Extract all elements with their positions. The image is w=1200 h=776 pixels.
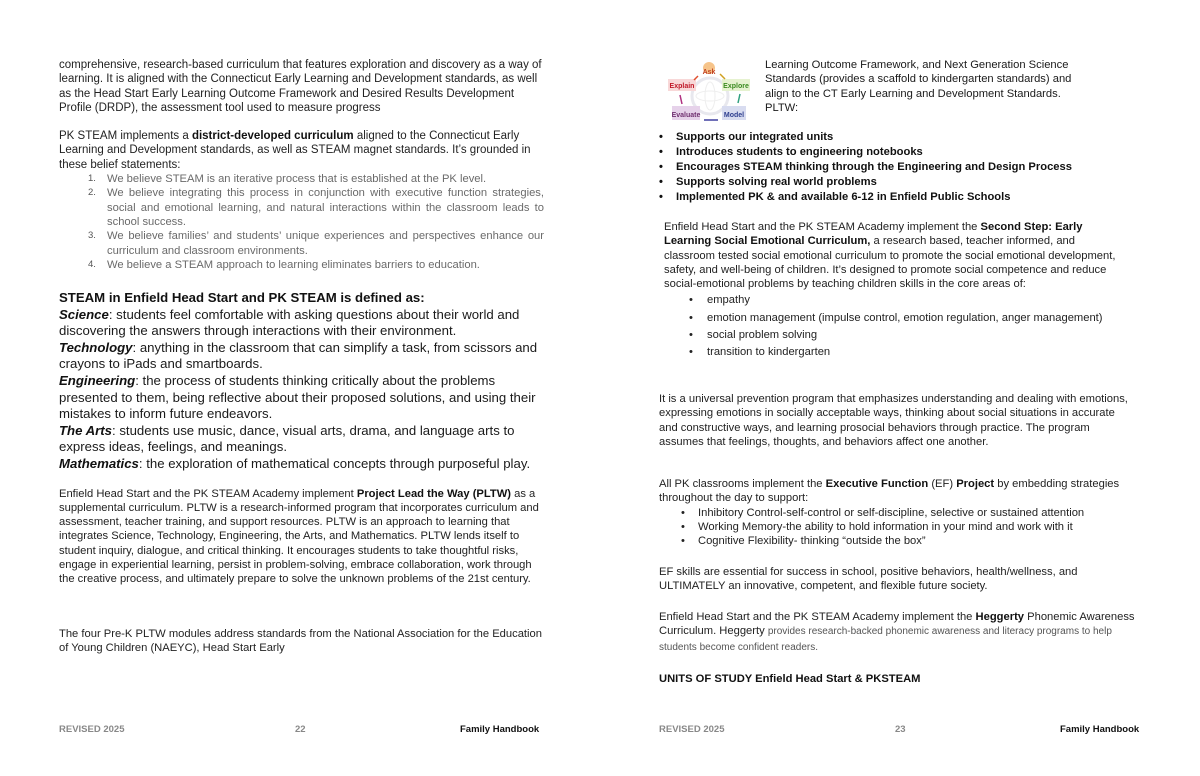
- svg-text:Explore: Explore: [723, 83, 749, 90]
- belief-item: 3. We believe families’ and students’ unique experiences and perspectives enhance our curriculum and classroom environments.: [88, 230, 544, 257]
- definition-engineering: Engineering: the process of students thinking critically about the problems presented to them, being reflective about their proposed solutions, and using their mistakes to inform future endeavors.: [59, 373, 536, 422]
- units-of-study-heading: UNITS OF STUDY Enfield Head Start & PKSTEAM: [659, 673, 921, 685]
- universal-prevention-paragraph: It is a universal prevention program that emphasizes understanding and dealing with emotions, expressing emotions in socially acceptable ways, thinking about social situations in accurate and constructive ways, and learning prosocial behaviors through practice. The program assumes that feelings, thoughts, and behaviors affect one another.: [659, 393, 1128, 448]
- list-item: • Supports our integrated units: [659, 130, 1139, 145]
- list-item: • empathy: [689, 293, 1129, 307]
- belief-item: 4. We believe a STEAM approach to learning eliminates barriers to education.: [88, 258, 480, 271]
- svg-text:Evaluate: Evaluate: [671, 112, 701, 119]
- list-item: • Introduces students to engineering notebooks: [659, 145, 1139, 160]
- engineering-design-process-diagram: [664, 62, 756, 124]
- ef-paragraph: All PK classrooms implement the Executive Function (EF) Project by embedding strategies throughout the day to support:: [659, 478, 1120, 505]
- design-cycle-icon: [664, 62, 756, 124]
- svg-text:Ask: Ask: [702, 69, 716, 76]
- definition-science: Science: students feel comfortable with asking questions about their world and discovering the answers through interactions with their environment.: [59, 306, 520, 339]
- svg-text:Model: Model: [723, 112, 745, 119]
- steam-definition-heading: STEAM in Enfield Head Start and PK STEAM is defined as:: [59, 290, 425, 306]
- pltw-paragraph: Enfield Head Start and the PK STEAM Academy implement Project Lead the Way (PLTW) as a supplemental curriculum. PLTW is a research-informed program that incorporates curriculum and assessment, teacher training, and support resources. PLTW is an approach to learning that integrates Science, Technology, Engineering, the Arts, and Mathematics. PLTW lends itself to student inquiry, dialogue, and critical thinking. It encourages students to take thoughtful risks, engage in experiential learning, persist in problem-solving, embrace collaboration, work through the creative process, and ultimately prepare to solve the unknown problems of the 21st century.: [59, 487, 539, 586]
- belief-item: 1. We believe STEAM is an iterative process that is established at the PK level.: [88, 173, 487, 186]
- definition-mathematics: Mathematics: the exploration of mathematical concepts through purposeful play.: [59, 456, 531, 471]
- pltw-benefits-list: [659, 130, 1139, 205]
- list-item: • Supports solving real world problems: [659, 175, 1139, 190]
- page-number: 23: [895, 724, 906, 735]
- page-number: 22: [295, 724, 306, 735]
- left-page-content: [59, 58, 544, 655]
- intro-paragraph: comprehensive, research-based curriculum that features exploration and discovery as a way of learning. It is aligned with the Connecticut Early Learning and Development standards, as well as the Head Start Early Learning Outcome Framework and Desired Results Development Profile (DRDP), the assessment tool used to measure progress: [59, 59, 542, 114]
- list-item: • Inhibitory Control-self-control or self-discipline, selective or sustained attention: [681, 506, 1139, 520]
- list-item: • social problem solving: [689, 328, 1129, 342]
- executive-function-section: [659, 477, 1139, 548]
- belief-item: 2. We believe integrating this process in conjunction with executive function strategies, social and emotional learning, and natural interactions within the classroom leads to school success.: [88, 187, 544, 228]
- svg-text:Explain: Explain: [669, 83, 695, 90]
- list-item: • Implemented PK & and available 6-12 in Enfield Public Schools: [659, 190, 1139, 205]
- pltw-standards-paragraph: Learning Outcome Framework, and Next Generation Science Standards (provides a scaffold to kindergarten standards) and align to the CT Early Learning and Development Standards. PLTW:: [765, 59, 1072, 114]
- list-item: • Cognitive Flexibility- thinking “outside the box”: [681, 534, 1139, 548]
- list-item: • Encourages STEAM thinking through the Engineering and Design Process: [659, 160, 1139, 175]
- second-step-section: [664, 220, 1129, 363]
- footer-revised: REVISED 2025: [659, 724, 725, 735]
- definition-technology: Technology: anything in the classroom that can simplify a task, from scissors and crayons to iPads and smartboards.: [59, 339, 538, 372]
- belief-statements-list: [88, 172, 544, 272]
- footer-title: Family Handbook: [1060, 724, 1140, 735]
- right-page: [600, 0, 1200, 776]
- heggerty-paragraph: Enfield Head Start and the PK STEAM Academy implement the Heggerty Phonemic Awareness Curriculum. Heggerty provides research-backed phonemic awareness and literacy programs to help students become confident readers.: [659, 611, 1135, 653]
- second-step-paragraph: Enfield Head Start and the PK STEAM Academy implement the Second Step: Early Learning Social Emotional Curriculum, a research based, teacher informed, and classroom tested social emotional curriculum to promote the social emotional development, safety, and well-being of children. It’s designed to promote social competence and reduce social-emotional problems by teaching children skills in the core areas of:: [664, 221, 1116, 291]
- district-curriculum-paragraph: PK STEAM implements a district-developed curriculum aligned to the Connecticut Early Learning and Development standards, as well as STEAM magnet standards. It’s grounded in these belief statements:: [59, 130, 531, 171]
- list-item: • transition to kindergarten: [689, 345, 1129, 359]
- pltw-modules-paragraph: The four Pre-K PLTW modules address standards from the National Association for the Education of Young Children (NAEYC), Head Start Early: [59, 627, 542, 654]
- definition-arts: The Arts: students use music, dance, visual arts, drama, and language arts to express ideas, feelings, and meanings.: [59, 422, 515, 455]
- ef-skills-paragraph: EF skills are essential for success in school, positive behaviors, health/wellness, and ULTIMATELY an innovative, competent, and flexible future society.: [659, 566, 1078, 593]
- footer-revised: REVISED 2025: [59, 724, 125, 735]
- ef-skills-list: [681, 506, 1139, 549]
- footer-title: Family Handbook: [460, 724, 540, 735]
- list-item: • emotion management (impulse control, emotion regulation, anger management): [689, 311, 1129, 325]
- core-areas-list: [689, 293, 1129, 359]
- list-item: • Working Memory-the ability to hold information in your mind and work with it: [681, 520, 1139, 534]
